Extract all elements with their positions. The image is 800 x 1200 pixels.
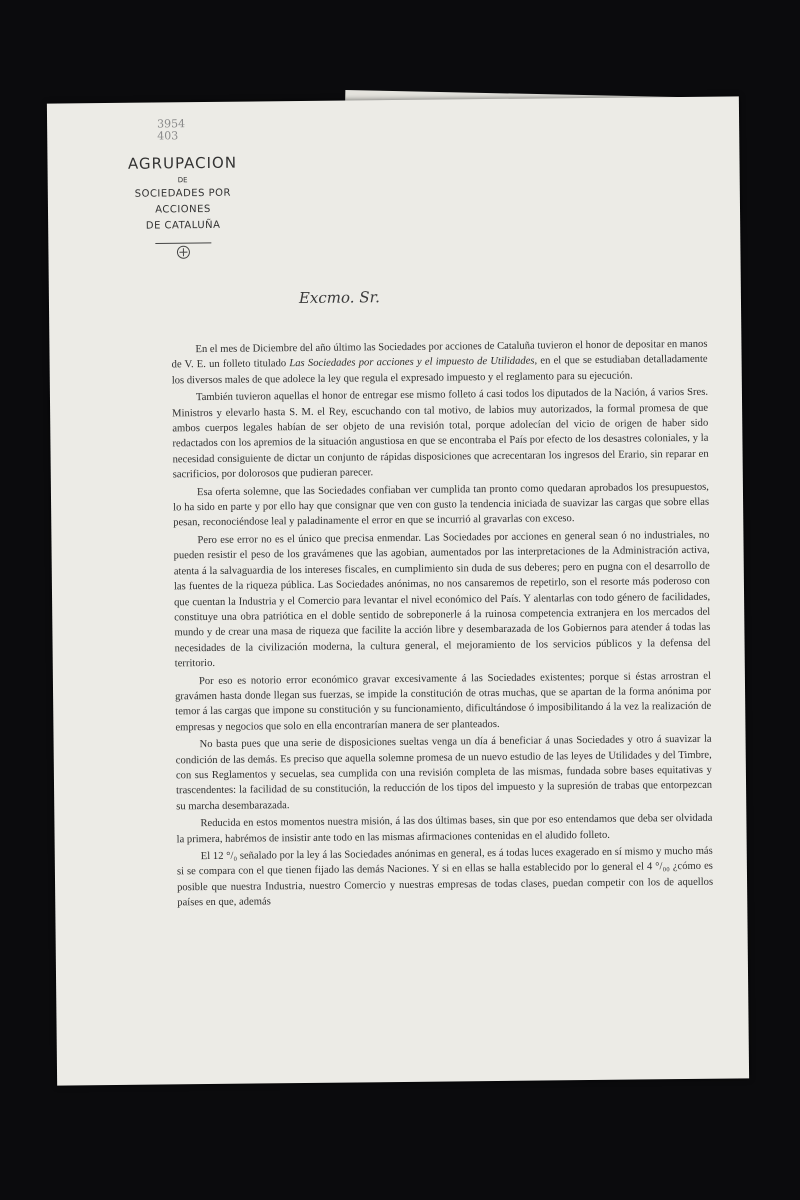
paragraph-3: Esa oferta solemne, que las Sociedades confiaban ver cumplida tan pronto como quedaran aprobados los presupuestos, lo ha sido en parte y por ello hay que consignar que ven con gusto la tendencia iniciada de suavizar las cargas que sobre ellas pesan, reconociéndose leal y paladinamente el error en que se incurrió al gravarlas con exceso. [173, 481, 710, 529]
document-page [47, 96, 749, 1085]
letterhead-de: DE [177, 176, 188, 185]
letterhead-line-1: SOCIEDADES POR ACCIONES [134, 187, 231, 216]
paragraph-4: Pero ese error no es el único que precisa enmendar. Las Sociedades por acciones en general sean ó no industriales, no pueden resistir el peso de los gravámenes que las agobian, aumentados por las interpretaciones de la Administración activa, atenta á la salvaguardia de los intereses fiscales, en cumplimiento sin duda de sus deberes; pero en pugna con el desarrollo de las fuentes de la riqueza pública. Las Sociedades anónimas, no nos cansaremos de repetirlo, son el resorte más poderoso con que cuentan la Industria y el Comercio para levantar el nivel económico del País. Y alentarlas con todo género de facilidades, constituye una obra patriótica en el doble sentido de sobreponerle á la ruinosa competencia extranjera en los mercados del mundo y de crear una masa de riqueza que facilite la acción libre y desembarazada de los Gobiernos para atender á todas las necesidades de la civilización moderna, la cultura general, el mejoramiento de los servicios públicos y la defensa del territorio. [173, 529, 711, 670]
paragraph-5: Por eso es notorio error económico gravar excesivamente á las Sociedades existentes; porque si éstas arrostran el gravámen hasta donde llegan sus fuerzas, se impide la constitución de otras muchas, que se apartan de la forma anónima por temor á las cargas que impone su constitución y su funcionamiento, dificultándose ó imposibilitando á la vez la realización de empresas y negocios que solo en ella encontrarían manera de ser planteados. [175, 670, 712, 734]
paragraph-7: Reducida en estos momentos nuestra misión, á las dos últimas bases, sin que por eso entendamos que deba ser olvidada la primera, habrémos de insistir ante todo en las mismas afirmaciones contenidas en el aludido folleto. [176, 812, 713, 845]
paragraph-2: También tuvieron aquellas el honor de entregar ese mismo folleto á casi todos los diputados de la Nación, á varios Sres. Ministros y elevarlo hasta S. M. el Rey, escuchando con tal motivo, de labios muy autorizados, la formal promesa de que ambos cuerpos legales habían de ser objeto de una revisión total, porque adolecían del vicio de origen de haber sido redactados con los apremios de la situación angustiosa en que se encontraba el País por efecto de los desastres coloniales, y la necesidad consiguiente de dictar un conjunto de rápidas disposiciones que acrecentaran los ingresos del Erario, sin reparar en sacrificios, por dolorosos que pudieran parecer. [172, 386, 709, 481]
paragraph-1: En el mes de Diciembre del año último las Sociedades por acciones de Cataluña tuvieron el honor de depositar en manos de V. E. un folleto titulado Las Sociedades por acciones y el impuesto de Utilidades, en el que se estudiaban detalladamente los diversos males de que adolece la ley que regula el expresado impuesto y el reglamento para su ejecución. [171, 338, 708, 387]
letterhead [107, 153, 258, 261]
paragraph-8: El 12 °/₀ señalado por la ley á las Sociedades anónimas en general, es á todas luces exagerado en sí mismo y mucho más si se compara con el que tienen fijado las demás Naciones. Y si en ellas se halla establecido por lo general el 4 °/₀₀ ¿cómo es posible que nuestra Industria, nuestro Comercio y nuestras empresas de todas clases, puedan competir con los de aquellos países en que, además [176, 845, 714, 909]
emblem-icon [153, 240, 213, 261]
letter-body [171, 337, 713, 913]
letterhead-title: AGRUPACION [127, 153, 238, 173]
paragraph-6: No basta pues que una serie de disposiciones sueltas venga un día á beneficiar á unas Sociedades y otro á suavizar la condición de las demás. Es preciso que aquella solemne promesa de un nuevo estudio de las leyes de Utilidades y del Timbre, con sus Reglamentos y secuelas, sea cumplida con una revisión completa de las mismas, fundada sobre bases equitativas y trascendentes: la facilidad de su constitución, la reducción de los tipos del impuesto y la supresión de trabas que entorpezcan su marcha desembarazada. [175, 733, 713, 813]
pencil-annotation: 3954 403 [157, 117, 186, 143]
salutation: Excmo. Sr. [298, 288, 380, 308]
letterhead-line-2: DE CATALUÑA [145, 219, 221, 232]
